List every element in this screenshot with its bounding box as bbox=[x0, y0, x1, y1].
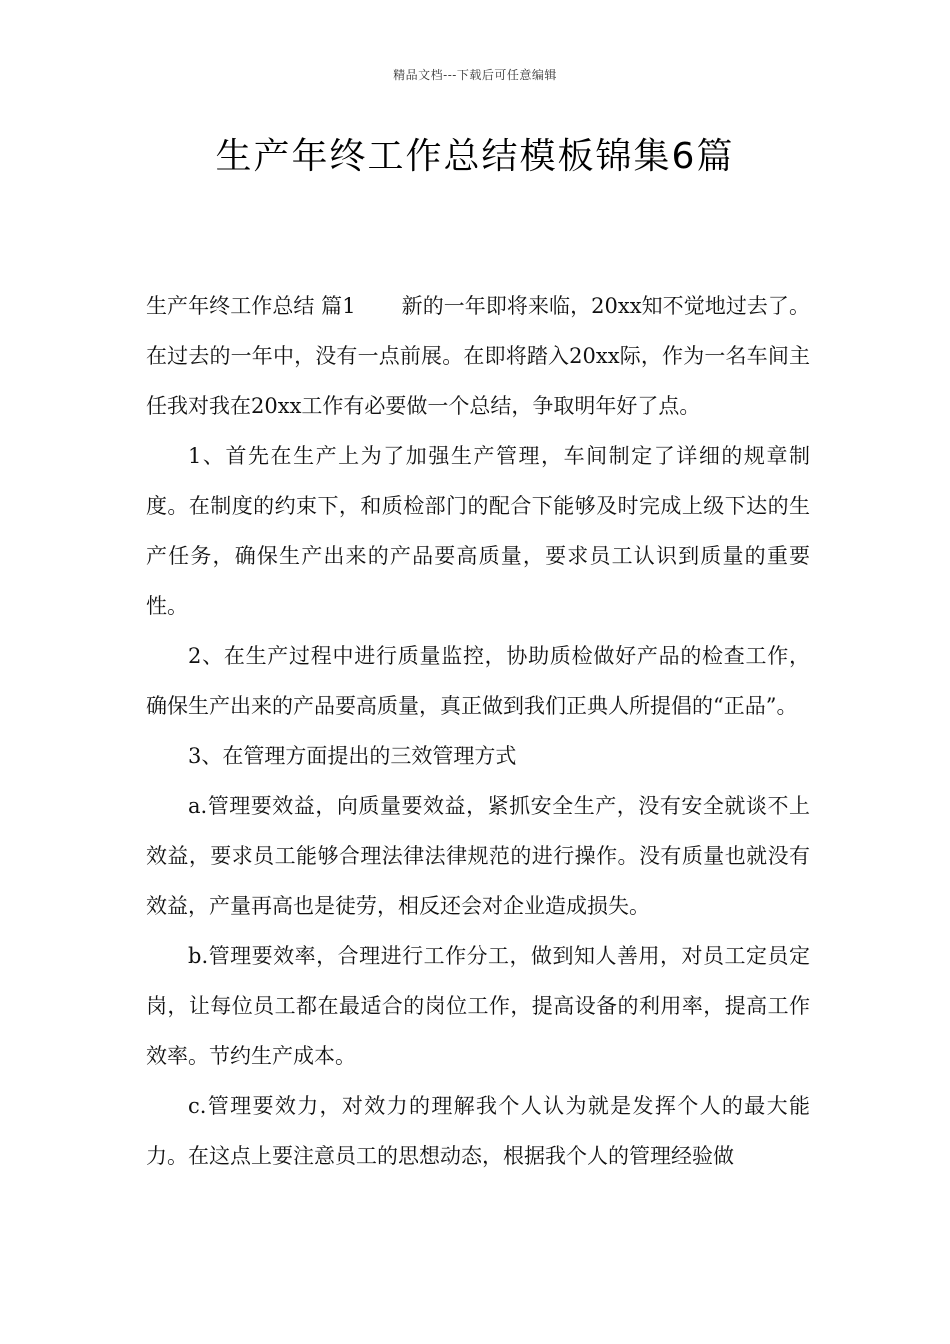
intro-text: 新的一年即将来临，20xx知不觉地过去了。在过去的一年中，没有一点前展。在即将踏入20xx际，作为一名车间主任我对我在20xx工作有必要做一个总结，争取明年好了点。 bbox=[146, 294, 810, 418]
paragraph-3: 3、在管理方面提出的三效管理方式 bbox=[188, 744, 517, 768]
paragraph-b: b.管理要效率，合理进行工作分工，做到知人善用，对员工定员定岗，让每位员工都在最适合的岗位工作，提高设备的利用率，提高工作效率。节约生产成本。 bbox=[146, 944, 810, 1068]
paragraph-1: 1、首先在生产上为了加强生产管理，车间制定了详细的规章制度。在制度的约束下，和质检部门的配合下能够及时完成上级下达的生产任务，确保生产出来的产品要高质量，要求员工认识到质量的重要性。 bbox=[146, 444, 810, 618]
document-title: 生产年终工作总结模板锦集6篇 bbox=[215, 136, 735, 177]
header-note: 精品文档---下载后可任意编辑 bbox=[393, 68, 557, 82]
document-body bbox=[146, 281, 810, 1181]
paragraph-a: a.管理要效益，向质量要效益，紧抓安全生产，没有安全就谈不上效益，要求员工能够合理法律法律规范的进行操作。没有质量也就没有效益，产量再高也是徒劳，相反还会对企业造成损失。 bbox=[146, 794, 810, 918]
paragraph-2: 2、在生产过程中进行质量监控，协助质检做好产品的检查工作，确保生产出来的产品要高质量，真正做到我们正典人所提倡的“正品”。 bbox=[146, 644, 810, 718]
section-heading: 生产年终工作总结 篇1 bbox=[146, 294, 356, 318]
paragraph-c: c.管理要效力，对效力的理解我个人认为就是发挥个人的最大能力。在这点上要注意员工的思想动态，根据我个人的管理经验做 bbox=[146, 1094, 810, 1168]
intro-paragraph bbox=[146, 281, 810, 431]
